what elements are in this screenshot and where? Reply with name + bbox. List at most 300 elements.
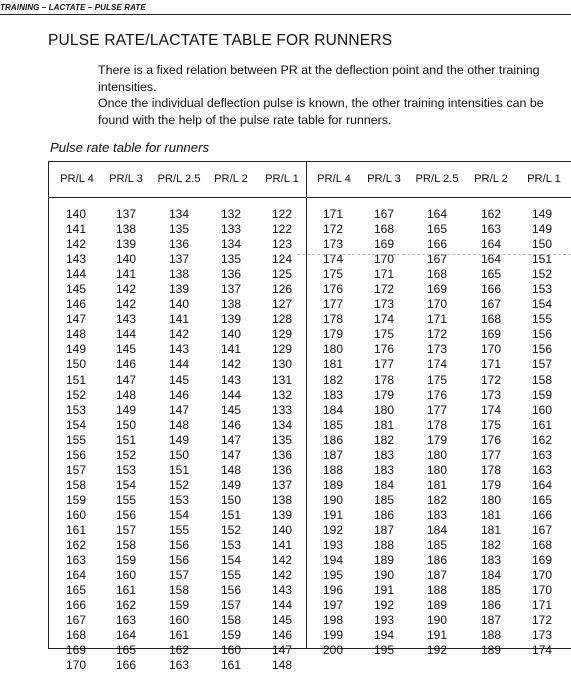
table-cell: 152 xyxy=(115,447,137,462)
table-cell: 161 xyxy=(115,583,137,598)
table-cell: 165 xyxy=(426,222,448,237)
table-cell: 187 xyxy=(480,613,502,628)
table-cell: 168 xyxy=(531,538,553,553)
table-cell: 181 xyxy=(480,507,502,522)
column-right-prl4 xyxy=(311,207,355,658)
table-cell: 185 xyxy=(480,583,502,598)
table-cell: 144 xyxy=(271,598,293,613)
header-separator xyxy=(49,197,571,198)
table-cell: 148 xyxy=(220,462,242,477)
table-cell: 170 xyxy=(426,297,448,312)
table-cell: 134 xyxy=(220,237,242,252)
table-cell: 174 xyxy=(531,643,553,658)
table-cell: 135 xyxy=(271,432,293,447)
table-cell: 139 xyxy=(168,282,190,297)
table-cell: 178 xyxy=(480,462,502,477)
table-cell: 158 xyxy=(531,372,553,387)
table-cell: 132 xyxy=(271,387,293,402)
table-cell: 165 xyxy=(531,492,553,507)
table-cell: 181 xyxy=(322,357,344,372)
table-cell: 183 xyxy=(373,447,395,462)
table-cell: 183 xyxy=(480,553,502,568)
table-cell: 157 xyxy=(168,568,190,583)
table-cell: 176 xyxy=(322,282,344,297)
table-cell: 172 xyxy=(426,327,448,342)
table-cell: 136 xyxy=(220,267,242,282)
column-right-prl25 xyxy=(415,207,459,658)
table-cell: 169 xyxy=(531,553,553,568)
table-cell: 139 xyxy=(220,312,242,327)
table-cell: 176 xyxy=(426,387,448,402)
table-cell: 164 xyxy=(531,477,553,492)
table-cell: 177 xyxy=(322,297,344,312)
column-left-prl2 xyxy=(209,207,253,673)
table-cell: 138 xyxy=(220,297,242,312)
table-cell: 150 xyxy=(65,357,87,372)
table-cell: 152 xyxy=(65,387,87,402)
table-cell: 156 xyxy=(115,507,137,522)
header-right-prl4: PR/L 4 xyxy=(317,173,351,185)
table-cell: 184 xyxy=(480,568,502,583)
table-cell: 167 xyxy=(426,252,448,267)
table-cell: 168 xyxy=(426,267,448,282)
table-cell: 149 xyxy=(65,342,87,357)
intro-text xyxy=(98,62,563,128)
table-cell: 173 xyxy=(531,628,553,643)
table-cell: 142 xyxy=(115,297,137,312)
table-cell: 159 xyxy=(115,553,137,568)
table-cell: 158 xyxy=(220,613,242,628)
table-cell: 147 xyxy=(65,312,87,327)
table-cell: 154 xyxy=(531,297,553,312)
table-cell: 135 xyxy=(168,222,190,237)
table-cell: 134 xyxy=(168,207,190,221)
table-cell: 182 xyxy=(373,432,395,447)
table-cell: 166 xyxy=(115,658,137,673)
table-cell: 171 xyxy=(322,207,344,221)
table-cell: 136 xyxy=(271,462,293,477)
table-cell: 140 xyxy=(115,252,137,267)
header-left-prl25: PR/L 2.5 xyxy=(157,173,201,185)
table-cell: 200 xyxy=(322,643,344,658)
table-cell: 166 xyxy=(426,237,448,252)
table-cell: 145 xyxy=(65,282,87,297)
table-cell: 148 xyxy=(115,387,137,402)
table-cell: 135 xyxy=(220,252,242,267)
table-cell: 138 xyxy=(168,267,190,282)
column-right-prl3 xyxy=(362,207,406,658)
table-cell: 144 xyxy=(65,267,87,282)
table-cell: 153 xyxy=(531,282,553,297)
table-cell: 156 xyxy=(168,538,190,553)
table-cell: 191 xyxy=(322,507,344,522)
table-cell: 149 xyxy=(531,222,553,237)
table-cell: 147 xyxy=(220,432,242,447)
table-cell: 141 xyxy=(115,267,137,282)
column-left-prl1 xyxy=(260,207,304,673)
table-cell: 158 xyxy=(115,538,137,553)
table-cell: 149 xyxy=(531,207,553,221)
table-cell: 137 xyxy=(271,477,293,492)
table-cell: 184 xyxy=(322,402,344,417)
table-cell: 147 xyxy=(220,447,242,462)
table-cell: 189 xyxy=(373,553,395,568)
table-cell: 162 xyxy=(168,643,190,658)
column-left-prl3 xyxy=(104,207,148,673)
table-cell: 165 xyxy=(480,267,502,282)
table-cell: 150 xyxy=(531,237,553,252)
table-cell: 122 xyxy=(271,222,293,237)
table-cell: 159 xyxy=(65,492,87,507)
table-cell: 129 xyxy=(271,342,293,357)
table-cell: 193 xyxy=(322,538,344,553)
table-caption: Pulse rate table for runners xyxy=(50,140,210,155)
table-cell: 187 xyxy=(322,447,344,462)
table-cell: 180 xyxy=(480,492,502,507)
table-cell: 145 xyxy=(168,372,190,387)
table-cell: 181 xyxy=(373,417,395,432)
table-cell: 155 xyxy=(115,492,137,507)
table-cell: 163 xyxy=(531,447,553,462)
table-cell: 165 xyxy=(65,583,87,598)
table-cell: 186 xyxy=(426,553,448,568)
table-cell: 143 xyxy=(65,252,87,267)
table-cell: 146 xyxy=(65,297,87,312)
table-cell: 183 xyxy=(322,387,344,402)
table-cell: 177 xyxy=(426,402,448,417)
table-cell: 172 xyxy=(373,282,395,297)
table-cell: 159 xyxy=(220,628,242,643)
intro-paragraph-2: Once the individual deflection pulse is known, the other training intensities can be found with the help of the pulse rate table for runners. xyxy=(98,96,544,127)
table-cell: 161 xyxy=(531,417,553,432)
table-cell: 139 xyxy=(115,237,137,252)
table-cell: 163 xyxy=(168,658,190,673)
table-cell: 178 xyxy=(426,417,448,432)
table-cell: 138 xyxy=(271,492,293,507)
table-cell: 138 xyxy=(115,222,137,237)
table-cell: 194 xyxy=(373,628,395,643)
table-cell: 173 xyxy=(373,297,395,312)
table-cell: 193 xyxy=(373,613,395,628)
table-cell: 182 xyxy=(426,492,448,507)
table-cell: 145 xyxy=(220,402,242,417)
table-cell: 139 xyxy=(271,507,293,522)
table-cell: 197 xyxy=(322,598,344,613)
table-cell: 154 xyxy=(115,477,137,492)
table-cell: 184 xyxy=(373,477,395,492)
table-cell: 172 xyxy=(322,222,344,237)
table-cell: 145 xyxy=(271,613,293,628)
table-cell: 163 xyxy=(531,462,553,477)
table-cell: 140 xyxy=(271,522,293,537)
table-cell: 187 xyxy=(373,522,395,537)
table-cell: 162 xyxy=(531,432,553,447)
table-cell: 140 xyxy=(65,207,87,221)
table-cell: 186 xyxy=(480,598,502,613)
table-cell: 160 xyxy=(168,613,190,628)
table-cell: 147 xyxy=(115,372,137,387)
table-cell: 185 xyxy=(322,417,344,432)
table-cell: 146 xyxy=(220,417,242,432)
table-cell: 146 xyxy=(271,628,293,643)
table-cell: 147 xyxy=(168,402,190,417)
table-cell: 167 xyxy=(65,613,87,628)
table-cell: 144 xyxy=(168,357,190,372)
running-header: TRAINING – LACTATE – PULSE RATE xyxy=(0,3,146,12)
table-cell: 174 xyxy=(426,357,448,372)
table-cell: 174 xyxy=(480,402,502,417)
table-cell: 136 xyxy=(168,237,190,252)
table-cell: 170 xyxy=(531,568,553,583)
table-cell: 151 xyxy=(65,372,87,387)
table-cell: 191 xyxy=(373,583,395,598)
table-cell: 163 xyxy=(65,553,87,568)
table-cell: 167 xyxy=(373,207,395,221)
table-cell: 157 xyxy=(220,598,242,613)
table-cell: 199 xyxy=(322,628,344,643)
table-cell: 176 xyxy=(480,432,502,447)
table-cell: 154 xyxy=(168,507,190,522)
table-cell: 166 xyxy=(531,507,553,522)
table-cell: 146 xyxy=(168,387,190,402)
table-cell: 156 xyxy=(65,447,87,462)
table-cell: 156 xyxy=(531,327,553,342)
table-cell: 148 xyxy=(271,658,293,673)
table-cell: 175 xyxy=(426,372,448,387)
table-cell: 182 xyxy=(322,372,344,387)
table-cell: 188 xyxy=(480,628,502,643)
table-cell: 170 xyxy=(373,252,395,267)
table-cell: 165 xyxy=(115,643,137,658)
table-cell: 148 xyxy=(65,327,87,342)
table-cell: 171 xyxy=(426,312,448,327)
half-separator xyxy=(306,162,307,648)
table-cell: 151 xyxy=(531,252,553,267)
table-cell: 198 xyxy=(322,613,344,628)
table-cell: 137 xyxy=(168,252,190,267)
table-cell: 142 xyxy=(65,237,87,252)
table-cell: 184 xyxy=(426,522,448,537)
table-cell: 150 xyxy=(168,447,190,462)
table-cell: 163 xyxy=(115,613,137,628)
table-cell: 189 xyxy=(322,477,344,492)
table-cell: 134 xyxy=(271,417,293,432)
table-cell: 185 xyxy=(426,538,448,553)
table-cell: 132 xyxy=(220,207,242,221)
table-cell: 156 xyxy=(220,583,242,598)
intro-paragraph-1: There is a fixed relation between PR at the deflection point and the other training intensities. xyxy=(98,63,540,94)
table-cell: 148 xyxy=(168,417,190,432)
table-cell: 178 xyxy=(373,372,395,387)
table-cell: 153 xyxy=(220,538,242,553)
table-cell: 137 xyxy=(115,207,137,221)
table-cell: 169 xyxy=(426,282,448,297)
table-cell: 151 xyxy=(168,462,190,477)
table-cell: 176 xyxy=(373,342,395,357)
table-cell: 180 xyxy=(322,342,344,357)
table-cell: 145 xyxy=(115,342,137,357)
table-cell: 123 xyxy=(271,237,293,252)
table-cell: 150 xyxy=(115,417,137,432)
table-cell: 190 xyxy=(426,613,448,628)
table-cell: 154 xyxy=(65,417,87,432)
table-cell: 180 xyxy=(373,402,395,417)
table-cell: 159 xyxy=(168,598,190,613)
table-cell: 160 xyxy=(531,402,553,417)
table-cell: 155 xyxy=(220,568,242,583)
table-cell: 173 xyxy=(426,342,448,357)
table-cell: 188 xyxy=(373,538,395,553)
table-cell: 183 xyxy=(426,507,448,522)
table-cell: 178 xyxy=(322,312,344,327)
header-right-prl25: PR/L 2.5 xyxy=(415,173,459,185)
table-cell: 175 xyxy=(322,267,344,282)
table-cell: 177 xyxy=(480,447,502,462)
header-left-prl2: PR/L 2 xyxy=(214,173,248,185)
table-cell: 173 xyxy=(322,237,344,252)
table-cell: 127 xyxy=(271,297,293,312)
table-cell: 162 xyxy=(65,538,87,553)
table-cell: 146 xyxy=(115,357,137,372)
table-cell: 192 xyxy=(373,598,395,613)
table-cell: 164 xyxy=(480,237,502,252)
table-cell: 175 xyxy=(480,417,502,432)
table-cell: 182 xyxy=(480,538,502,553)
table-cell: 195 xyxy=(373,643,395,658)
table-cell: 160 xyxy=(115,568,137,583)
table-cell: 192 xyxy=(322,522,344,537)
column-left-prl4 xyxy=(54,207,98,673)
table-cell: 169 xyxy=(65,643,87,658)
table-cell: 159 xyxy=(531,387,553,402)
table-cell: 174 xyxy=(373,312,395,327)
column-left-prl25 xyxy=(157,207,201,673)
table-cell: 179 xyxy=(426,432,448,447)
header-right-prl2: PR/L 2 xyxy=(474,173,508,185)
table-cell: 185 xyxy=(373,492,395,507)
table-cell: 153 xyxy=(115,462,137,477)
table-cell: 170 xyxy=(65,658,87,673)
table-cell: 141 xyxy=(168,312,190,327)
table-cell: 196 xyxy=(322,583,344,598)
column-right-prl1 xyxy=(520,207,564,658)
table-cell: 177 xyxy=(373,357,395,372)
table-cell: 155 xyxy=(65,432,87,447)
table-cell: 189 xyxy=(426,598,448,613)
table-cell: 171 xyxy=(373,267,395,282)
table-cell: 168 xyxy=(373,222,395,237)
table-cell: 143 xyxy=(271,583,293,598)
table-cell: 174 xyxy=(322,252,344,267)
table-cell: 164 xyxy=(426,207,448,221)
table-cell: 143 xyxy=(115,312,137,327)
table-cell: 125 xyxy=(271,267,293,282)
table-cell: 164 xyxy=(115,628,137,643)
table-cell: 126 xyxy=(271,282,293,297)
table-cell: 154 xyxy=(220,553,242,568)
table-cell: 168 xyxy=(65,628,87,643)
table-cell: 170 xyxy=(531,583,553,598)
table-cell: 160 xyxy=(65,507,87,522)
table-cell: 167 xyxy=(480,297,502,312)
table-cell: 122 xyxy=(271,207,293,221)
table-cell: 194 xyxy=(322,553,344,568)
table-cell: 151 xyxy=(115,432,137,447)
highlight-dashed-line xyxy=(297,254,571,255)
table-cell: 163 xyxy=(480,222,502,237)
table-cell: 142 xyxy=(271,568,293,583)
table-cell: 180 xyxy=(426,462,448,477)
table-cell: 152 xyxy=(168,477,190,492)
table-cell: 166 xyxy=(65,598,87,613)
table-cell: 175 xyxy=(373,327,395,342)
table-cell: 161 xyxy=(168,628,190,643)
table-cell: 157 xyxy=(531,357,553,372)
table-cell: 187 xyxy=(426,568,448,583)
table-cell: 152 xyxy=(220,522,242,537)
table-cell: 131 xyxy=(271,372,293,387)
table-cell: 183 xyxy=(373,462,395,477)
table-cell: 140 xyxy=(220,327,242,342)
table-cell: 189 xyxy=(480,643,502,658)
table-cell: 156 xyxy=(531,342,553,357)
column-right-prl2 xyxy=(469,207,513,658)
table-cell: 162 xyxy=(115,598,137,613)
table-cell: 124 xyxy=(271,252,293,267)
table-cell: 195 xyxy=(322,568,344,583)
table-cell: 166 xyxy=(480,282,502,297)
table-cell: 141 xyxy=(271,538,293,553)
table-cell: 168 xyxy=(480,312,502,327)
table-cell: 153 xyxy=(168,492,190,507)
table-cell: 152 xyxy=(531,267,553,282)
table-cell: 155 xyxy=(531,312,553,327)
table-cell: 128 xyxy=(271,312,293,327)
table-cell: 171 xyxy=(480,357,502,372)
table-cell: 172 xyxy=(480,372,502,387)
header-right-prl1: PR/L 1 xyxy=(527,173,561,185)
table-cell: 149 xyxy=(168,432,190,447)
header-rule xyxy=(0,14,571,15)
table-cell: 133 xyxy=(271,402,293,417)
table-cell: 157 xyxy=(115,522,137,537)
table-cell: 151 xyxy=(220,507,242,522)
header-left-prl1: PR/L 1 xyxy=(265,173,299,185)
table-cell: 192 xyxy=(426,643,448,658)
table-cell: 136 xyxy=(271,447,293,462)
table-cell: 181 xyxy=(426,477,448,492)
table-cell: 142 xyxy=(220,357,242,372)
pulse-rate-table xyxy=(48,161,571,673)
table-cell: 155 xyxy=(168,522,190,537)
table-cell: 164 xyxy=(480,252,502,267)
table-cell: 149 xyxy=(115,402,137,417)
table-cell: 144 xyxy=(220,387,242,402)
table-cell: 149 xyxy=(220,477,242,492)
table-cell: 191 xyxy=(426,628,448,643)
table-cell: 170 xyxy=(480,342,502,357)
table-cell: 143 xyxy=(168,342,190,357)
table-cell: 153 xyxy=(65,402,87,417)
table-cell: 164 xyxy=(65,568,87,583)
header-left-prl4: PR/L 4 xyxy=(60,173,94,185)
header-right-prl3: PR/L 3 xyxy=(367,173,401,185)
table-cell: 142 xyxy=(271,553,293,568)
table-cell: 144 xyxy=(115,327,137,342)
table-cell: 150 xyxy=(220,492,242,507)
table-cell: 169 xyxy=(373,237,395,252)
table-cell: 133 xyxy=(220,222,242,237)
